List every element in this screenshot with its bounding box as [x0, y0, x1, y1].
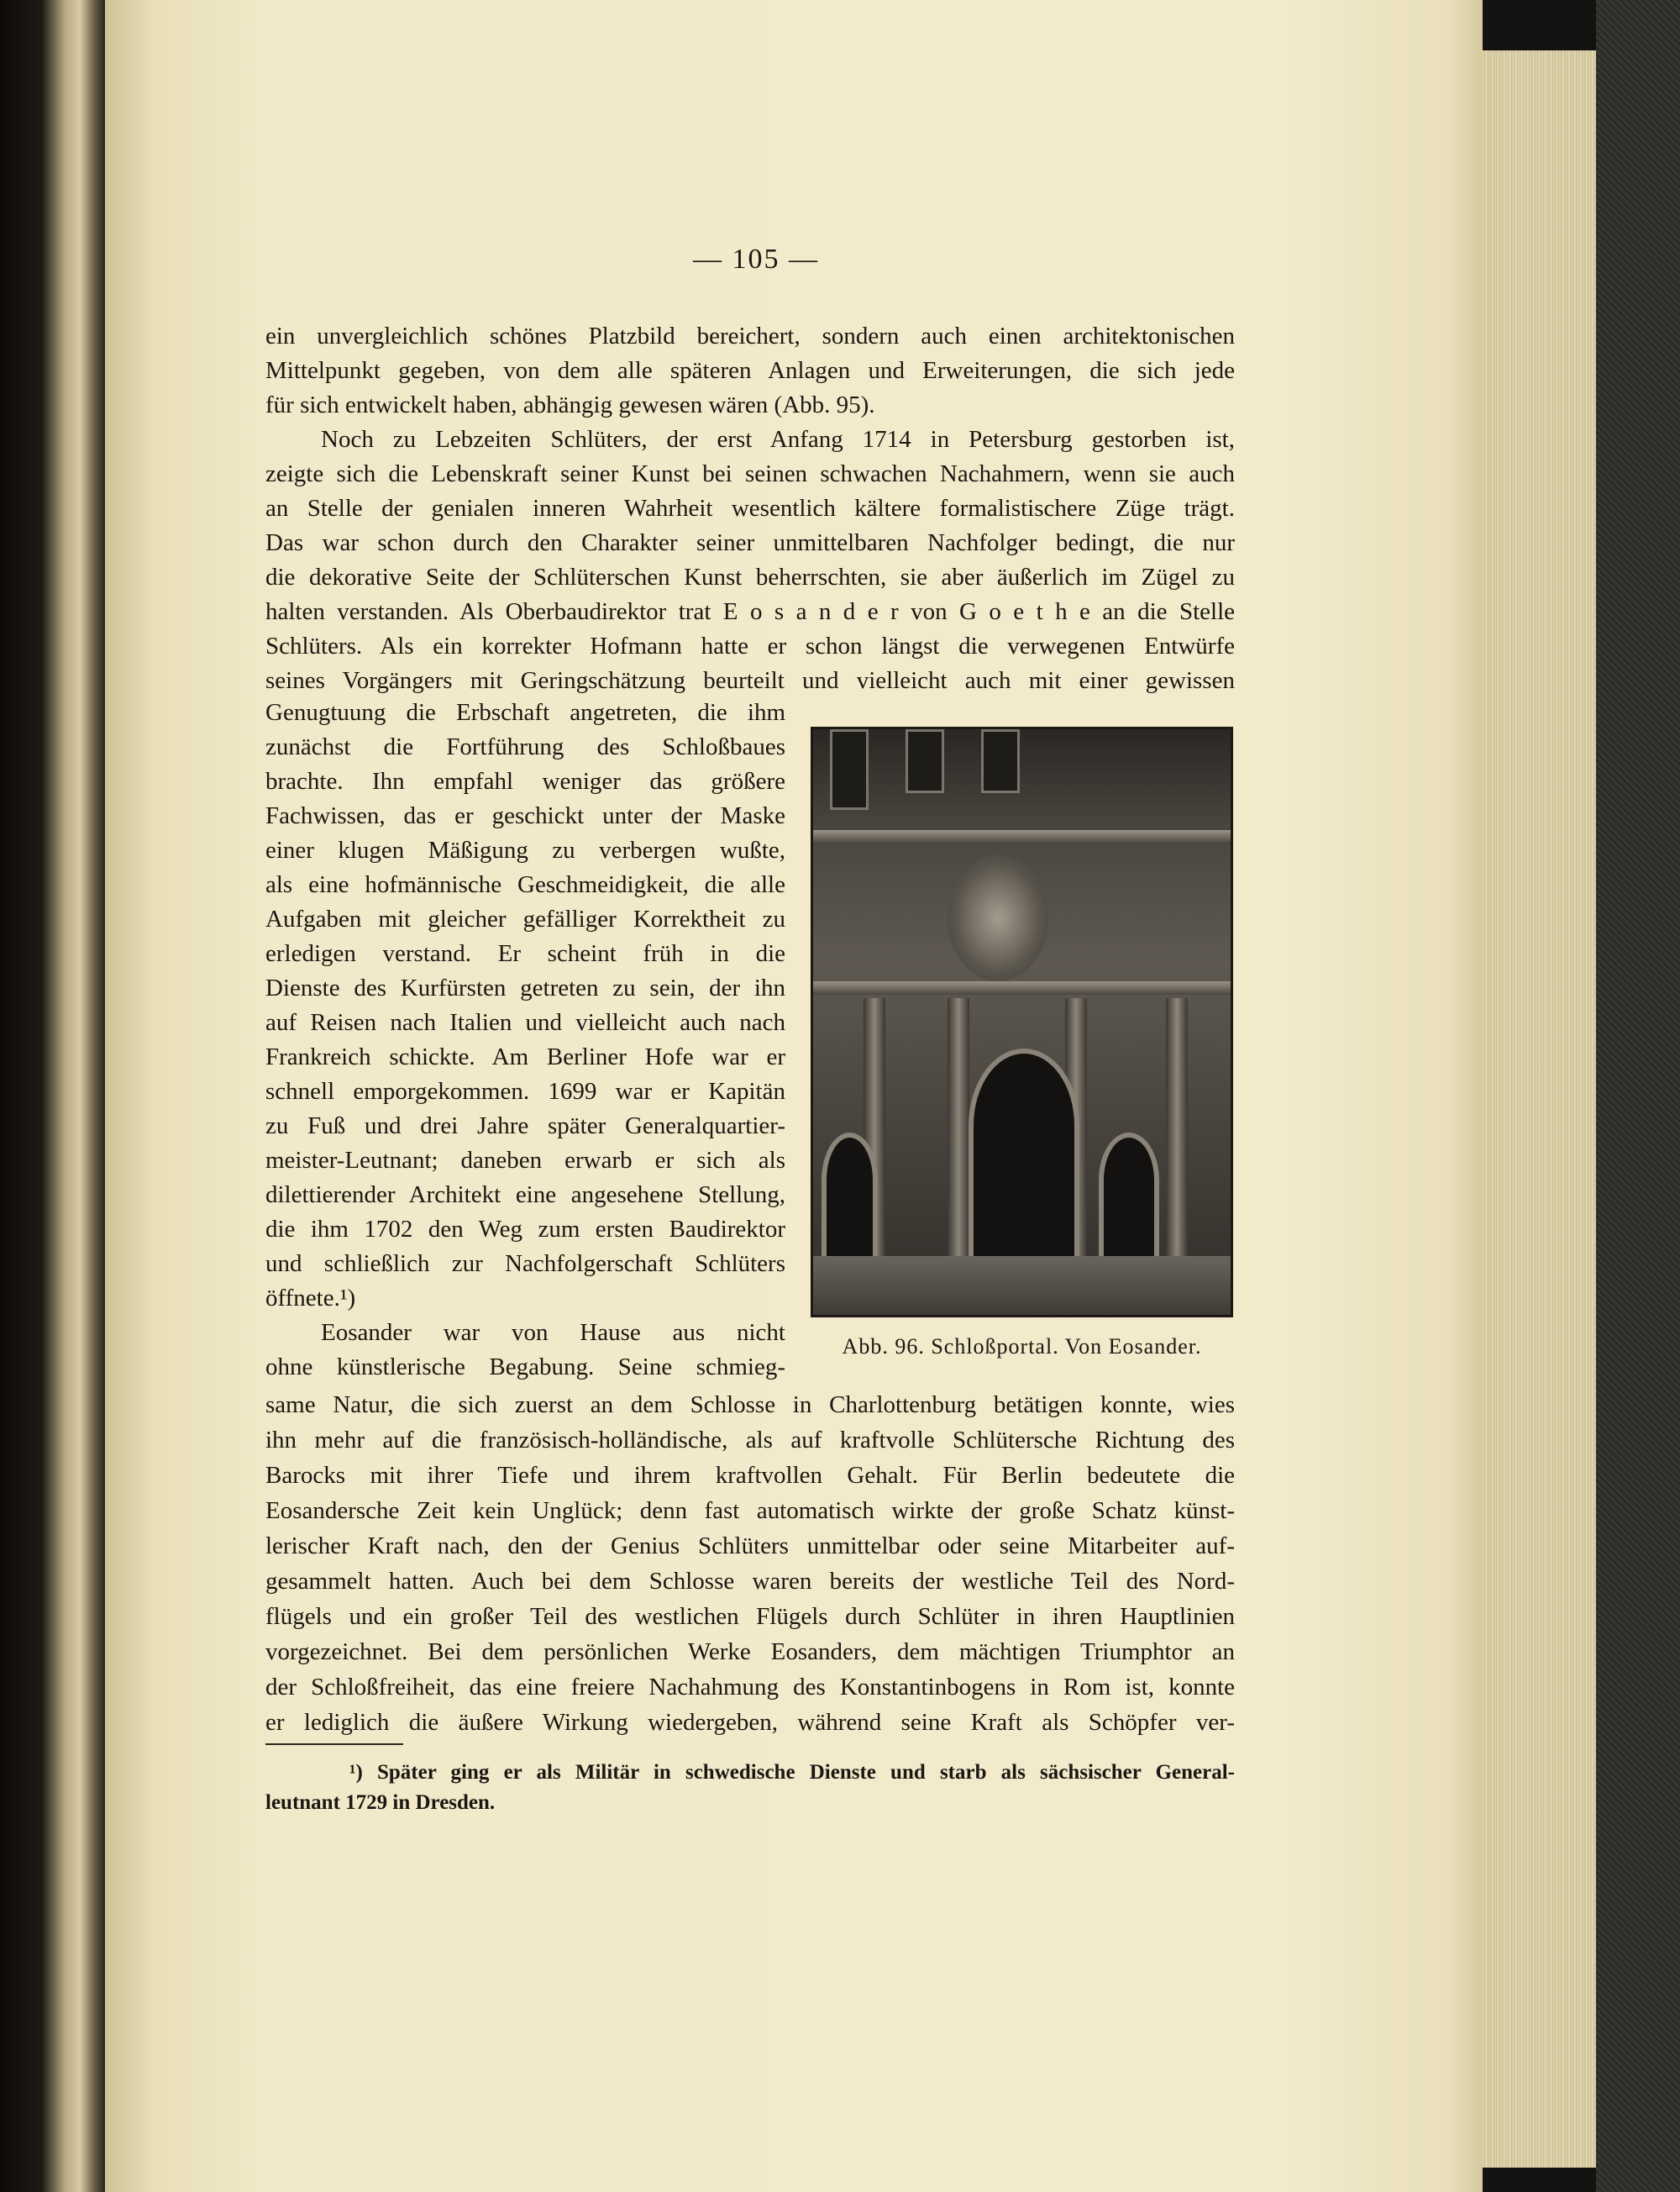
- text-line: brachte. Ihn empfahl weniger das größere: [265, 768, 785, 795]
- text-line: ohne künstlerische Begabung. Seine schmieg-: [265, 1354, 785, 1380]
- text-line: Aufgaben mit gleicher gefälliger Korrektheit zu: [265, 906, 785, 933]
- footnote-line: leutnant 1729 in Dresden.: [265, 1791, 496, 1814]
- body-text-top: [265, 319, 1235, 698]
- page-number: — 105 —: [693, 244, 819, 275]
- text-line: lerischer Kraft nach, den der Genius Schlüters unmittelbar oder seine Mitarbeiter auf-: [265, 1532, 1235, 1559]
- text-line: Dienste des Kurfürsten getreten zu sein, der ihn: [265, 975, 785, 1001]
- photo-window: [981, 729, 1020, 793]
- text-line: vorgezeichnet. Bei dem persönlichen Werke Eosanders, dem mächtigen Triumphtor an: [265, 1638, 1235, 1665]
- body-text-bottom: [265, 1387, 1235, 1740]
- photo-central-arch: [969, 1049, 1079, 1269]
- figure-photo-schlossportal: [811, 727, 1233, 1317]
- text-line: zunächst die Fortführung des Schloßbaues: [265, 733, 785, 760]
- text-line: die dekorative Seite der Schlüterschen Kunst beherrschten, sie aber äußerlich im Zügel zu: [265, 564, 1235, 591]
- text-line: dilettierender Architekt eine angesehene Stellung,: [265, 1181, 785, 1208]
- text-line: Mittelpunkt gegeben, von dem alle späteren Anlagen und Erweiterungen, die sich jede: [265, 357, 1235, 384]
- text-line: same Natur, die sich zuerst an dem Schlosse in Charlottenburg betätigen konnte, wies: [265, 1391, 1235, 1418]
- text-line: Barocks mit ihrer Tiefe und ihrem kraftvollen Gehalt. Für Berlin bedeutete die: [265, 1462, 1235, 1489]
- text-line: Das war schon durch den Charakter seiner unmittelbaren Nachfolger bedingt, die nur: [265, 529, 1235, 556]
- text-line: und schließlich zur Nachfolgerschaft Schlüters: [265, 1250, 785, 1277]
- text-line: Noch zu Lebzeiten Schlüters, der erst Anfang 1714 in Petersburg gestorben ist,: [321, 426, 1235, 453]
- photo-side-door: [822, 1133, 878, 1269]
- photo-side-door: [1099, 1133, 1159, 1269]
- text-line: Fachwissen, das er geschickt unter der Maske: [265, 802, 785, 829]
- text-line: halten verstanden. Als Oberbaudirektor trat E o s a n d e r von G o e t h e an die Stelle: [265, 598, 1235, 625]
- text-line: er lediglich die äußere Wirkung wiedergeben, während seine Kraft als Schöpfer ver-: [265, 1709, 1235, 1736]
- photo-column: [1166, 998, 1188, 1267]
- text-line: Eosandersche Zeit kein Unglück; denn fast automatisch wirkte der große Schatz künst-: [265, 1497, 1235, 1524]
- text-line: Schlüters. Als ein korrekter Hofmann hatte er schon längst die verwegenen Entwürfe: [265, 633, 1235, 660]
- footnote: [265, 1758, 1235, 1818]
- text-line: gesammelt hatten. Auch bei dem Schlosse waren bereits der westliche Teil des Nord-: [265, 1568, 1235, 1595]
- text-line: seines Vorgängers mit Geringschätzung beurteilt und vielleicht auch mit einer gewissen: [265, 667, 1235, 694]
- body-text-narrow-column: [265, 696, 785, 1385]
- text-line: der Schloßfreiheit, das eine freiere Nachahmung des Konstantinbogens in Rom ist, konnte: [265, 1674, 1235, 1701]
- text-line: ein unvergleichlich schönes Platzbild bereichert, sondern auch einen architektonischen: [265, 323, 1235, 350]
- photo-cornice: [813, 981, 1231, 995]
- text-line: flügels und ein großer Teil des westlichen Flügels durch Schlüter in ihren Hauptlinien: [265, 1603, 1235, 1630]
- page-stack-edges: [1483, 50, 1600, 2168]
- text-line: für sich entwickelt haben, abhängig gewesen wären (Abb. 95).: [265, 392, 875, 418]
- text-line: auf Reisen nach Italien und vielleicht auch nach: [265, 1009, 785, 1036]
- photo-ground: [813, 1256, 1231, 1315]
- text-line: als eine hofmännische Geschmeidigkeit, die alle: [265, 871, 785, 898]
- text-line: die ihm 1702 den Weg zum ersten Baudirektor: [265, 1216, 785, 1243]
- text-line: Eosander war von Hause aus nicht: [321, 1319, 785, 1346]
- text-line: einer klugen Mäßigung zu verbergen wußte,: [265, 837, 785, 864]
- photo-window: [906, 729, 944, 793]
- text-line: Frankreich schickte. Am Berliner Hofe war er: [265, 1043, 785, 1070]
- text-line: ihn mehr auf die französisch-holländische, als auf kraftvolle Schlütersche Richtung des: [265, 1427, 1235, 1453]
- text-line: meister-Leutnant; daneben erwarb er sich als: [265, 1147, 785, 1174]
- photo-cornice: [813, 830, 1231, 844]
- text-line: zu Fuß und drei Jahre später Generalquartier-: [265, 1112, 785, 1139]
- photo-window: [830, 729, 869, 810]
- photo-cartouche: [948, 855, 1048, 981]
- text-line: Genugtuung die Erbschaft angetreten, die ihm: [265, 699, 785, 726]
- left-page-edge: [0, 0, 105, 2192]
- footnote-line: ¹) Später ging er als Militär in schwedische Dienste und starb als sächsischer General-: [349, 1761, 1235, 1784]
- text-line: öffnete.¹): [265, 1285, 356, 1312]
- text-line: an Stelle der genialen inneren Wahrheit wesentlich kältere formalistischere Züge trägt.: [265, 495, 1235, 522]
- footnote-divider: [265, 1743, 403, 1745]
- text-line: zeigte sich die Lebenskraft seiner Kunst bei seinen schwachen Nachahmern, wenn sie auch: [265, 460, 1235, 487]
- photo-column: [948, 998, 969, 1267]
- figure-caption: Abb. 96. Schloßportal. Von Eosander.: [842, 1334, 1202, 1359]
- text-line: erledigen verstand. Er scheint früh in die: [265, 940, 785, 967]
- text-line: schnell emporgekommen. 1699 war er Kapitän: [265, 1078, 785, 1105]
- book-cover: [1596, 0, 1680, 2192]
